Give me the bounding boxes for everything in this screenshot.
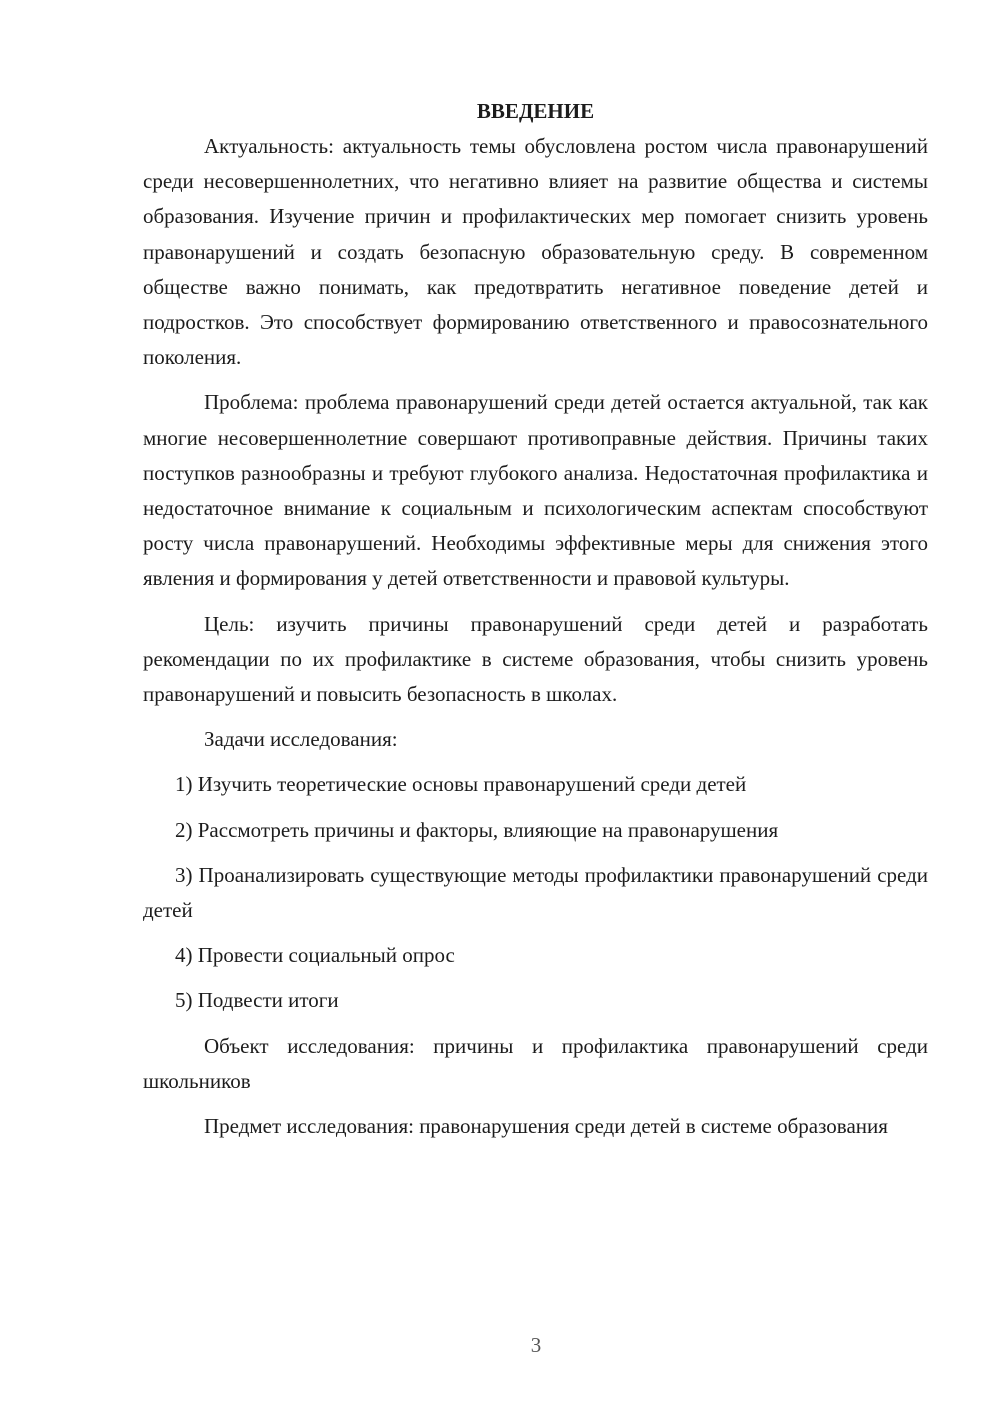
paragraph-problem: Проблема: проблема правонарушений среди детей остается актуальной, так как многие несовершеннолетние совершают противоправные действия. Причины таких поступков разнообразны и требуют глубокого анализа. Недостаточная профилактика и недостаточное внимание к социальным и психологическим аспектам способствуют росту числа правонарушений. Необходимы эффективные меры для снижения этого явления и формирования у детей ответственности и правовой культуры. xyxy=(143,390,928,591)
page-content xyxy=(143,94,928,1144)
task-item-5: 5) Подвести итоги xyxy=(175,988,339,1013)
page-title: ВВЕДЕНИЕ xyxy=(476,99,595,123)
task-item-2: 2) Рассмотреть причины и факторы, влияющие на правонарушения xyxy=(175,817,779,842)
paragraph-relevance: Актуальность: актуальность темы обусловлена ростом числа правонарушений среди несовершеннолетних, что негативно влияет на развитие общества и системы образования. Изучение причин и профилактических мер помогает снизить уровень правонарушений и создать безопасную образовательную среду. В современном обществе важно понимать, как предотвратить негативное поведение детей и подростков. Это способствует формированию ответственного и правосознательного поколения. xyxy=(143,134,928,370)
paragraph-tasks-intro: Задачи исследования: xyxy=(204,727,398,752)
paragraph-object: Объект исследования: причины и профилактика правонарушений среди школьников xyxy=(143,1033,928,1093)
task-item-4: 4) Провести социальный опрос xyxy=(175,943,455,968)
page-number: 3 xyxy=(530,1333,542,1357)
task-item-3: 3) Проанализировать существующие методы профилактики правонарушений среди детей xyxy=(143,862,928,923)
paragraph-subject: Предмет исследования: правонарушения среди детей в системе образования xyxy=(204,1114,888,1139)
paragraph-goal: Цель: изучить причины правонарушений среди детей и разработать рекомендации по их профилактике в системе образования, чтобы снизить уровень правонарушений и повысить безопасность в школах. xyxy=(143,611,928,707)
task-item-1: 1) Изучить теоретические основы правонарушений среди детей xyxy=(175,772,747,797)
